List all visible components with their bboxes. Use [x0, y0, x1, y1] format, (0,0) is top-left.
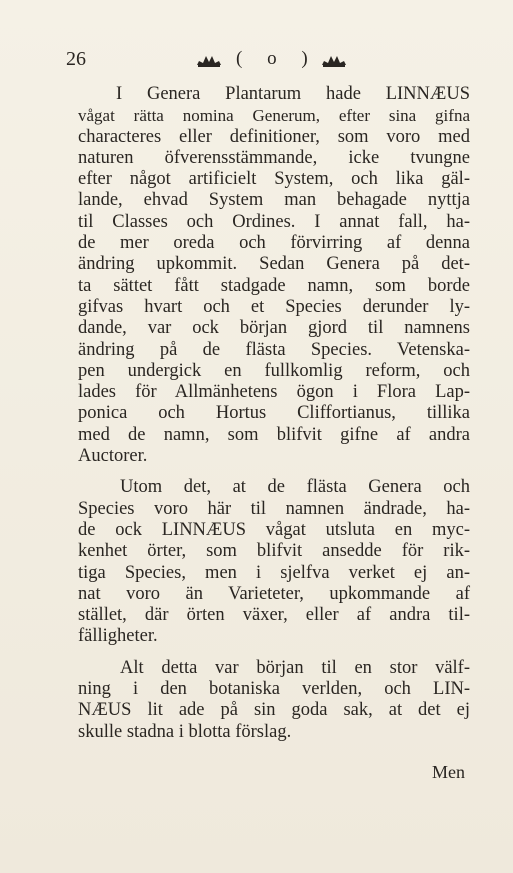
text-line: vågat rätta nomina Generum, efter sina gifna [78, 106, 470, 126]
text-line: nat voro än Varieteter, upkommande af [78, 583, 470, 604]
crown-ornament-icon [320, 50, 348, 68]
text-line: naturen öfverensstämmande, icke tvungne [78, 147, 470, 168]
page-number: 26 [66, 48, 86, 70]
text-line: I Genera Plantarum hade LINNÆUS [116, 84, 470, 104]
text-line: fälligheter. [78, 626, 158, 647]
text-line: dande, var ock början gjord til namnens [78, 318, 470, 339]
body-text [78, 84, 470, 743]
page-header [0, 48, 513, 76]
text-line: Auctorer. [78, 446, 148, 467]
text-line: Species voro här til namnen ändrade, ha- [78, 498, 470, 519]
text-line: stället, där örten växer, eller af andra til- [78, 605, 470, 626]
paragraph-gap [78, 467, 470, 477]
text-line: ning i den botaniska verlden, och LIN- [78, 679, 470, 700]
text-line: pen undergick en fullkomlig reform, och [78, 360, 470, 381]
text-line: de ock LINNÆUS vågat utsluta en myc- [78, 519, 470, 540]
header-center-mark: ( o ) [236, 48, 318, 69]
text-line: med de namn, som blifvit gifne af andra [78, 424, 470, 445]
text-line: Utom det, at de flästa Genera och [120, 477, 470, 498]
text-line: gifvas hvart och et Species derunder ly- [78, 296, 470, 317]
paragraph [78, 658, 470, 743]
text-line: skulle stadna i blotta förslag. [78, 721, 292, 742]
text-line: de mer oreda och förvirring af denna [78, 233, 470, 254]
text-line: NÆUS lit ade på sin goda sak, at det ej [78, 700, 470, 721]
text-line: tiga Species, men i sjelfva verket ej an- [78, 562, 470, 583]
text-line: characteres eller definitioner, som voro med [78, 126, 470, 147]
text-line: efter något artificielt System, och lika gäl- [78, 169, 470, 190]
text-line: til Classes och Ordines. I annat fall, ha- [78, 211, 470, 232]
paragraph [78, 84, 470, 467]
text-line: ändring upkommit. Sedan Genera på det- [78, 254, 470, 275]
text-line: ändring på de flästa Species. Vetenska- [78, 339, 470, 360]
text-line: lande, ehvad System man behagade nyttja [78, 190, 470, 211]
text-line: ta sättet fått stadgade namn, som borde [78, 275, 470, 296]
catchword: Men [432, 762, 465, 782]
text-line: lades för Allmänhetens ögon i Flora Lap- [78, 382, 470, 403]
crown-ornament-icon [195, 50, 223, 68]
text-line: Alt detta var början til en stor välf- [120, 657, 470, 678]
text-line: kenhet örter, som blifvit ansedde för rik- [78, 541, 470, 562]
paragraph-gap [78, 648, 470, 658]
text-line: ponica och Hortus Cliffortianus, tillika [78, 403, 470, 424]
paragraph [78, 477, 470, 647]
